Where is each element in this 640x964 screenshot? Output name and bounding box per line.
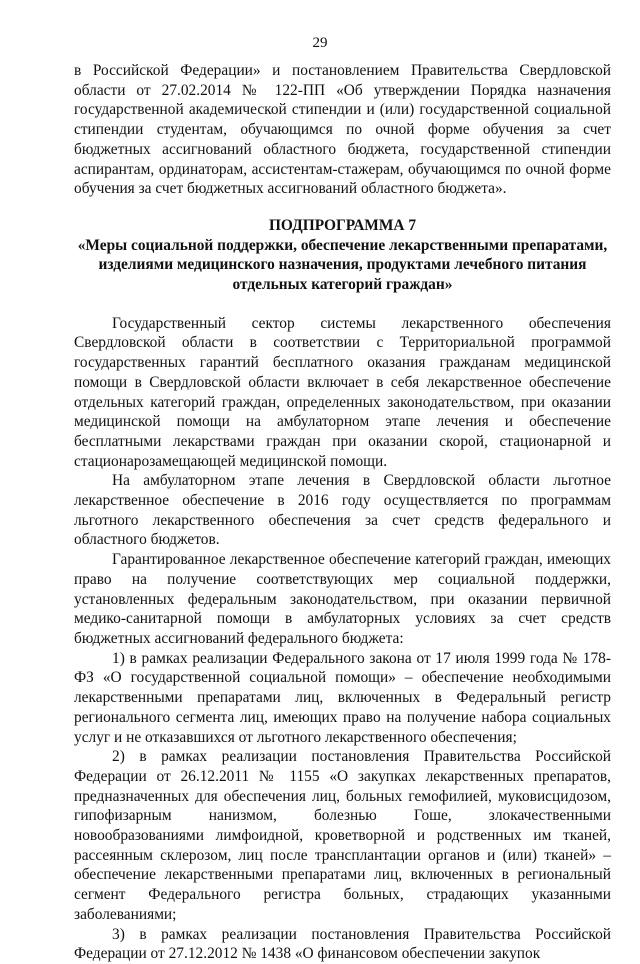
body-paragraph: Гарантированное лекарственное обеспечение категорий граждан, имеющих право на получение соответствующих мер социальной поддержки, установленных федеральным законодательством, при оказании первичной медико-санитарной помощи в амбулаторных условиях за счет средств бюджетных ассигнований федерального бюджета: [74,551,611,647]
page-number: 29 [312,35,328,51]
list-item: 2) в рамках реализации постановления Правительства Российской Федерации от 26.12.2011 № 1155 «О закупках лекарственных препаратов, предназначенных для обеспечения лиц, больных гемофилией, муковисцидозом, гипофизарным нанизмом, болезнью Гоше, злокачественными новообразованиями лимфоидной, кроветворной и родственных им тканей, рассеянным склерозом, лиц после трансплантации органов и (или) тканей» – обеспечение лекарственными препаратами лиц, включенных в региональный сегмент Федерального регистра больных, страдающих указанными заболеваниями; [74,748,611,923]
page-content [74,61,611,964]
intro-paragraph: в Российской Федерации» и постановлением Правительства Свердловской области от 27.02.2014 № 122-ПП «Об утверждении Порядка назначения государственной академической стипендии и (или) государственной социальной стипендии студентам, обучающимся по очной форме обучения за счет бюджетных ассигнований областного бюджета, государственной стипендии аспирантам, ординаторам, ассистентам-стажерам, обучающимся по очной форме обучения за счет бюджетных ассигнований областного бюджета». [74,62,611,198]
body-paragraph: Государственный сектор системы лекарственного обеспечения Свердловской области в соответствии с Территориальной программой государственных гарантий бесплатного оказания гражданам медицинской помощи в Свердловской области включает в себя лекарственное обеспечение отдельных категорий граждан, определенных законодательством, при оказании медицинской помощи на амбулаторном этапе лечения и обеспечение бесплатными лекарствами граждан при оказании скорой, стационарной и стационарозамещающей медицинской помощи. [74,314,611,470]
subprogram-subtitle: «Меры социальной поддержки, обеспечение лекарственными препаратами, изделиями медицинского назначения, продуктами лечебного питания отдельных категорий граждан» [77,236,608,294]
list-item: 3) в рамках реализации постановления Правительства Российской Федерации от 27.12.2012 № 1438 «О финансовом обеспечении закупок [74,925,611,963]
subprogram-title: ПОДПРОГРАММА 7 [268,216,417,234]
subprogram-heading [74,216,611,295]
list-item: 1) в рамках реализации Федерального закона от 17 июля 1999 года № 178-ФЗ «О государственной социальной помощи» – обеспечение необходимыми лекарственными препаратами лиц, включенных в Федеральный регистр регионального сегмента лиц, имеющих право на получение набора социальных услуг и не отказавшихся от льготного лекарственного обеспечения; [74,649,611,746]
body-paragraph: На амбулаторном этапе лечения в Свердловской области льготное лекарственное обеспечение в 2016 году осуществляется по программам льготного лекарственного обеспечения за счет средств федерального и областного бюджетов. [74,472,611,549]
